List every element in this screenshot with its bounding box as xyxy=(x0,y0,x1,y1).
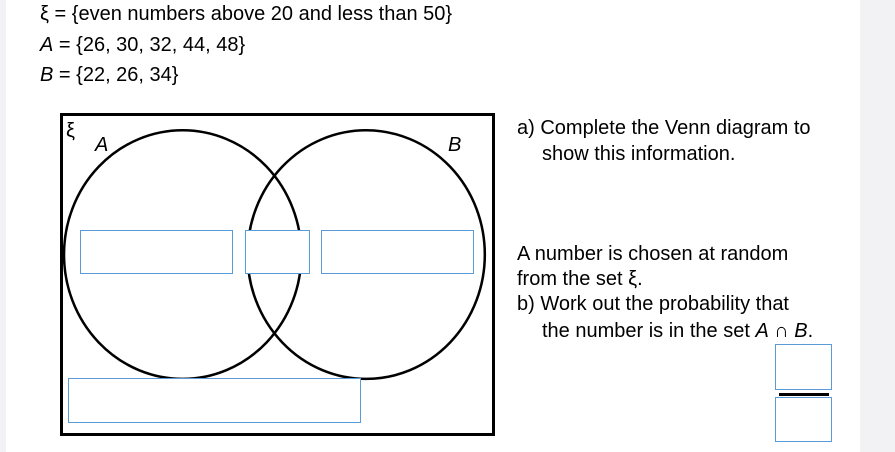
set-a-text: = {26, 30, 32, 44, 48} xyxy=(53,34,246,56)
venn-diagram xyxy=(60,113,495,436)
outside-input[interactable] xyxy=(68,378,361,423)
b-only-input[interactable] xyxy=(321,230,474,274)
set-b-text: = {22, 26, 34} xyxy=(53,64,179,86)
question-b-line2-suffix: . xyxy=(637,268,643,290)
fraction-denominator-input[interactable] xyxy=(775,397,832,442)
universal-set-text: = {even numbers above 20 and less than 50} xyxy=(48,3,453,25)
question-b-line4 xyxy=(542,318,813,344)
question-b-line3: b) Work out the probability that xyxy=(517,293,789,315)
universal-set-definition xyxy=(40,2,452,26)
intersection-input[interactable] xyxy=(245,230,310,274)
a-only-input[interactable] xyxy=(80,230,233,274)
question-a-line1: a) Complete the Venn diagram to xyxy=(517,117,811,139)
fraction-numerator-input[interactable] xyxy=(775,344,832,390)
set-a-definition xyxy=(40,33,245,57)
question-b-line4-prefix: the number is in the set xyxy=(542,320,756,342)
set-b-inline: B xyxy=(794,320,808,342)
right-scroll-strip xyxy=(860,0,895,452)
set-b-definition xyxy=(40,63,178,87)
circle-b-label: B xyxy=(448,134,462,156)
left-margin-strip xyxy=(0,0,6,452)
universal-label: ξ xyxy=(66,120,75,142)
question-b-line2-prefix: from the set xyxy=(517,268,629,290)
set-b-name: B xyxy=(40,64,54,86)
intersection-symbol: ∩ xyxy=(768,320,795,342)
question-b-line2 xyxy=(517,266,643,292)
question-a-line2: show this information. xyxy=(542,143,736,165)
circle-a-label: A xyxy=(95,134,109,156)
fraction-bar xyxy=(779,393,829,396)
set-a-inline: A xyxy=(755,320,769,342)
set-a-name: A xyxy=(40,34,54,56)
xi-symbol: ξ xyxy=(40,3,49,25)
xi-symbol-inline: ξ xyxy=(628,268,638,290)
question-b-line1: A number is chosen at random xyxy=(517,243,789,265)
question-b-line4-suffix: . xyxy=(807,320,814,342)
